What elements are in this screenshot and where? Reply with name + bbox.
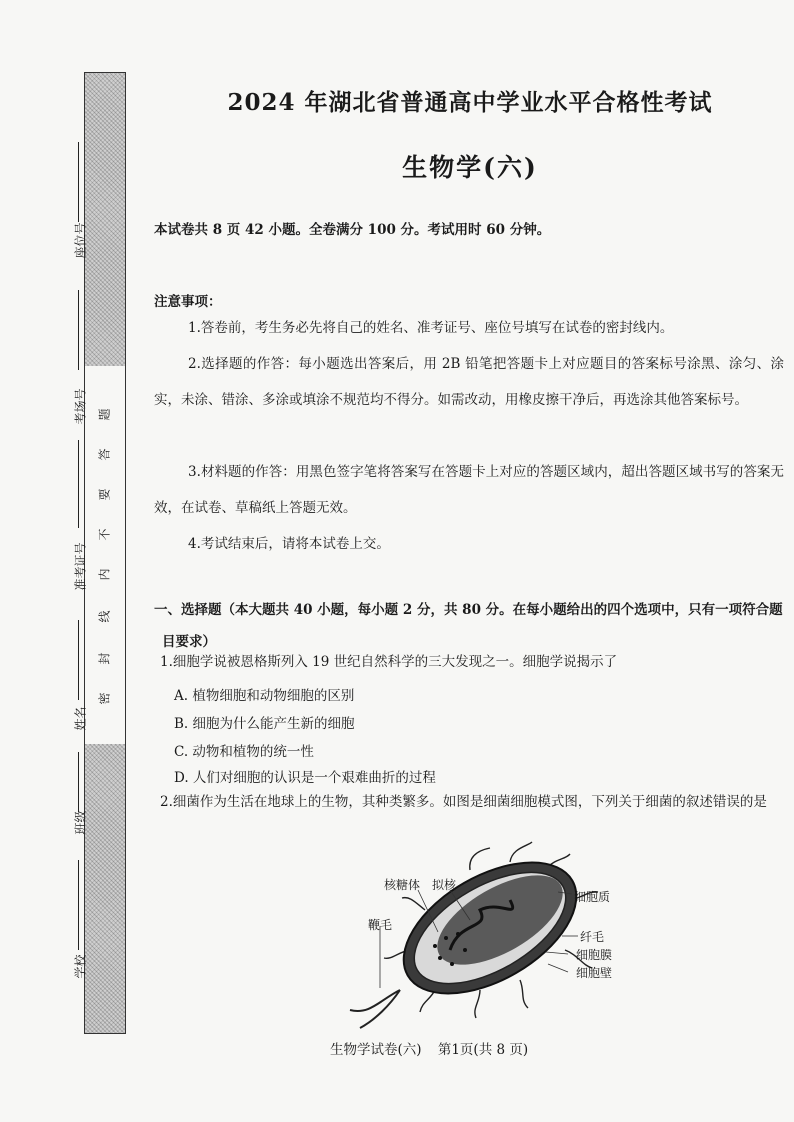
label-wall: 细胞壁 <box>576 966 613 980</box>
notes-heading: 注意事项： <box>154 294 222 310</box>
seal-char: 内 <box>97 568 112 581</box>
name-label: 姓名 <box>73 706 88 731</box>
question-1-stem: 1.细胞学说被恩格斯列入 19 世纪自然科学的三大发现之一。细胞学说揭示了 <box>160 654 618 670</box>
label-nucleoid: 拟核 <box>432 878 457 892</box>
seal-line-area <box>84 366 126 744</box>
seal-char: 要 <box>97 488 112 501</box>
name-line[interactable] <box>78 620 79 700</box>
note-item: 3.材料题的作答：用黑色签字笔将答案写在答题卡上对应的答题区域内，超出答题区域书写的答案无效，在试卷、草稿纸上答题无效。 <box>154 464 784 516</box>
label-cytoplasm: 细胞质 <box>574 890 611 904</box>
q1-option-a: A. 植物细胞和动物细胞的区别 <box>174 688 355 704</box>
school-line[interactable] <box>78 860 79 950</box>
exam-title: 2024 年湖北省普通高中学业水平合格性考试 <box>227 89 713 116</box>
note-item: 4.考试结束后，请将本试卷上交。 <box>188 536 390 552</box>
school-label: 学校 <box>73 954 88 979</box>
q1-option-c: C. 动物和植物的统一性 <box>174 744 314 760</box>
seat-number-line[interactable] <box>78 142 79 222</box>
note-item: 2.选择题的作答：每小题选出答案后，用 2B 铅笔把答题卡上对应题目的答案标号涂黑、涂匀、涂实，未涂、错涂、多涂或填涂不规范均不得分。如需改动，用橡皮擦干净后，再选涂其他答案标号。 <box>154 356 784 408</box>
q1-option-b: B. 细胞为什么能产生新的细胞 <box>174 716 355 732</box>
admission-number-line[interactable] <box>78 440 79 528</box>
exam-room-line[interactable] <box>78 290 79 370</box>
admission-number-label: 准考证号 <box>73 542 88 591</box>
seal-char: 密 <box>97 692 112 705</box>
label-ribosome: 核糖体 <box>384 878 421 892</box>
exam-room-label: 考场号 <box>73 388 88 425</box>
note-item: 1.答卷前，考生务必先将自己的姓名、准考证号、座位号填写在试卷的密封线内。 <box>188 320 674 336</box>
footer-title: 生物学试卷(六) <box>330 1042 422 1058</box>
seal-char: 答 <box>97 448 112 461</box>
seat-number-label: 座位号 <box>73 222 88 259</box>
exam-intro: 本试卷共 8 页 42 小题。全卷满分 100 分。考试用时 60 分钟。 <box>154 222 551 238</box>
question-2-stem: 2.细菌作为生活在地球上的生物，其种类繁多。如图是细菌细胞模式图，下列关于细菌的叙述错误的是 <box>160 794 767 810</box>
seal-char: 题 <box>97 408 112 421</box>
q1-option-d: D. 人们对细胞的认识是一个艰难曲折的过程 <box>174 770 436 786</box>
section-heading: 一、选择题（本大题共 40 小题，每小题 2 分，共 80 分。在每小题给出的四个选项中，只有一项符合题目要求） <box>154 602 783 650</box>
label-flagellum: 鞭毛 <box>368 918 393 932</box>
seal-char: 线 <box>97 610 112 623</box>
class-label: 班级 <box>73 810 88 835</box>
seal-char: 封 <box>97 652 112 665</box>
seal-char: 不 <box>97 528 112 541</box>
bacterium-illustration <box>350 840 598 1028</box>
footer-page: 第1页(共 8 页) <box>437 1042 529 1058</box>
exam-subtitle: 生物学(六) <box>402 153 538 182</box>
page-footer <box>330 1038 540 1058</box>
label-membrane: 细胞膜 <box>576 948 613 962</box>
label-pilus: 纤毛 <box>580 930 605 944</box>
